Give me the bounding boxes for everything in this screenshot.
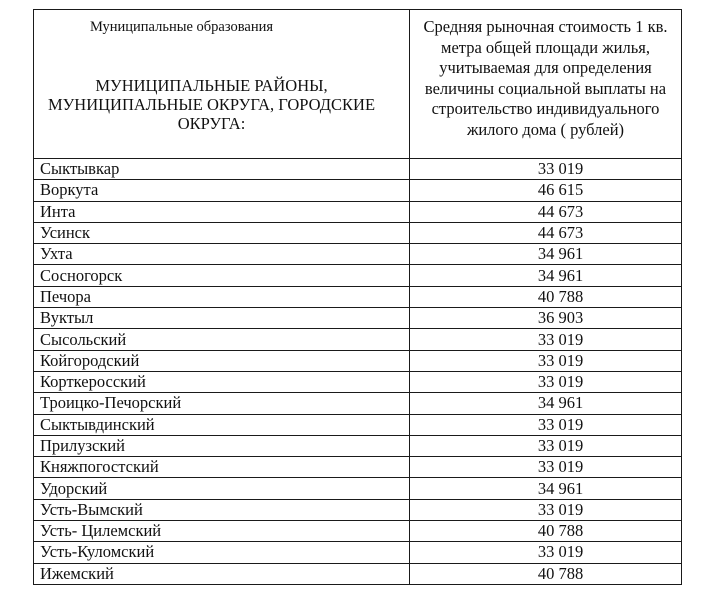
cost-value: 36 903 xyxy=(410,308,682,329)
municipality-name: Корткеросский xyxy=(34,371,410,392)
table-row xyxy=(34,499,682,520)
table-row xyxy=(34,563,682,584)
header-caption: Муниципальные образования xyxy=(89,19,274,35)
header-municipalities-cell xyxy=(34,10,410,159)
table-row xyxy=(34,457,682,478)
table-row xyxy=(34,329,682,350)
cost-value: 33 019 xyxy=(410,435,682,456)
municipality-name: Сыктывкар xyxy=(34,159,410,180)
cost-value: 34 961 xyxy=(410,393,682,414)
cost-value: 34 961 xyxy=(410,265,682,286)
table-row xyxy=(34,244,682,265)
table-row xyxy=(34,222,682,243)
table-row xyxy=(34,286,682,307)
municipality-name: Ухта xyxy=(34,244,410,265)
cost-value: 33 019 xyxy=(410,329,682,350)
table-row xyxy=(34,371,682,392)
municipality-name: Удорский xyxy=(34,478,410,499)
table-row xyxy=(34,393,682,414)
municipality-name: Троицко-Печорский xyxy=(34,393,410,414)
municipality-name: Койгородский xyxy=(34,350,410,371)
cost-value: 44 673 xyxy=(410,201,682,222)
header-cost-title: Средняя рыночная стоимость 1 кв. метра общей площади жилья, учитываемая для определения величины социальной выплаты на строительство индивидуального жилого дома ( рублей) xyxy=(423,17,668,139)
table-row xyxy=(34,478,682,499)
municipality-name: Воркута xyxy=(34,180,410,201)
cost-value: 40 788 xyxy=(410,286,682,307)
table-row xyxy=(34,180,682,201)
municipality-name: Ижемский xyxy=(34,563,410,584)
cost-value: 33 019 xyxy=(410,414,682,435)
table-row xyxy=(34,414,682,435)
municipality-name: Усть-Куломский xyxy=(34,542,410,563)
cost-value: 34 961 xyxy=(410,244,682,265)
table-row xyxy=(34,350,682,371)
municipality-name: Сосногорск xyxy=(34,265,410,286)
cost-value: 40 788 xyxy=(410,563,682,584)
cost-value: 33 019 xyxy=(410,542,682,563)
cost-value: 33 019 xyxy=(410,350,682,371)
cost-value: 33 019 xyxy=(410,499,682,520)
header-row xyxy=(34,10,682,159)
header-group-title: МУНИЦИПАЛЬНЫЕ РАЙОНЫ, МУНИЦИПАЛЬНЫЕ ОКРУГА, ГОРОДСКИЕ ОКРУГА: xyxy=(47,76,376,133)
table-row xyxy=(34,265,682,286)
cost-value: 46 615 xyxy=(410,180,682,201)
municipality-name: Княжпогостский xyxy=(34,457,410,478)
municipality-name: Усть- Цилемский xyxy=(34,521,410,542)
table-row xyxy=(34,159,682,180)
municipality-name: Усть-Вымский xyxy=(34,499,410,520)
table-row xyxy=(34,435,682,456)
cost-table xyxy=(33,9,682,585)
municipality-name: Прилузский xyxy=(34,435,410,456)
municipality-name: Печора xyxy=(34,286,410,307)
cost-value: 40 788 xyxy=(410,521,682,542)
cost-value: 33 019 xyxy=(410,457,682,478)
table-row xyxy=(34,542,682,563)
cost-value: 34 961 xyxy=(410,478,682,499)
municipality-name: Инта xyxy=(34,201,410,222)
table-row xyxy=(34,201,682,222)
table-row xyxy=(34,521,682,542)
table-row xyxy=(34,308,682,329)
cost-value: 33 019 xyxy=(410,159,682,180)
municipality-name: Усинск xyxy=(34,222,410,243)
municipality-name: Вуктыл xyxy=(34,308,410,329)
header-cost-cell xyxy=(410,10,682,159)
municipality-name: Сысольский xyxy=(34,329,410,350)
cost-value: 33 019 xyxy=(410,371,682,392)
cost-value: 44 673 xyxy=(410,222,682,243)
municipality-name: Сыктывдинский xyxy=(34,414,410,435)
